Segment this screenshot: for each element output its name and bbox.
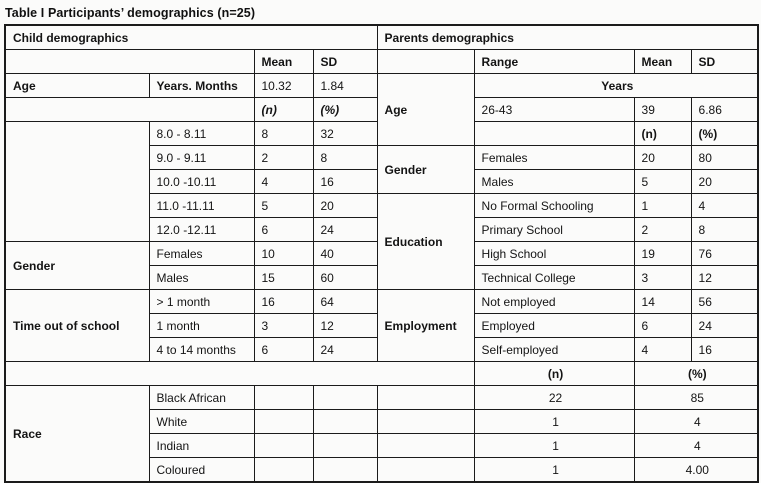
parents-employment-value: Not employed bbox=[474, 290, 634, 314]
parents-gender-value: Females bbox=[474, 146, 634, 170]
child-age-range-n: 8 bbox=[254, 122, 313, 146]
table-row bbox=[5, 50, 758, 74]
table-title: Table I Participants’ demographics (n=25) bbox=[5, 6, 256, 20]
demographics-table bbox=[4, 24, 759, 483]
cell-empty bbox=[377, 434, 474, 458]
table-row bbox=[5, 386, 758, 410]
parents-education-pct: 4 bbox=[691, 194, 758, 218]
race-n-label: (n) bbox=[474, 362, 634, 386]
table-row bbox=[5, 290, 758, 314]
race-n: 1 bbox=[474, 410, 634, 434]
parents-gender-n: 20 bbox=[634, 146, 691, 170]
col-header-parents-sd: SD bbox=[691, 50, 758, 74]
child-n-label: (n) bbox=[254, 98, 313, 122]
race-pct: 85 bbox=[634, 386, 758, 410]
child-pct-label: (%) bbox=[313, 98, 377, 122]
parents-employment-value: Self-employed bbox=[474, 338, 634, 362]
child-gender-value: Females bbox=[149, 242, 254, 266]
race-value: Black African bbox=[149, 386, 254, 410]
parents-education-pct: 76 bbox=[691, 242, 758, 266]
parents-n-label: (n) bbox=[634, 122, 691, 146]
cell-empty bbox=[377, 410, 474, 434]
child-gender-n: 10 bbox=[254, 242, 313, 266]
child-age-range-n: 5 bbox=[254, 194, 313, 218]
child-age-mean: 10.32 bbox=[254, 74, 313, 98]
child-age-range: 9.0 - 9.11 bbox=[149, 146, 254, 170]
parents-education-pct: 12 bbox=[691, 266, 758, 290]
cell-empty bbox=[377, 386, 474, 410]
parents-gender-value: Males bbox=[474, 170, 634, 194]
child-age-range-pct: 16 bbox=[313, 170, 377, 194]
child-age-range-n: 2 bbox=[254, 146, 313, 170]
section-header-parents: Parents demographics bbox=[377, 25, 758, 50]
parents-age-sd: 6.86 bbox=[691, 98, 758, 122]
child-age-label: Age bbox=[5, 74, 149, 98]
race-pct: 4.00 bbox=[634, 458, 758, 483]
child-age-range-pct: 32 bbox=[313, 122, 377, 146]
parents-age-range: 26-43 bbox=[474, 98, 634, 122]
child-age-range-pct: 24 bbox=[313, 218, 377, 242]
child-age-sd: 1.84 bbox=[313, 74, 377, 98]
race-label: Race bbox=[5, 386, 149, 483]
parents-employment-n: 4 bbox=[634, 338, 691, 362]
cell-empty bbox=[313, 410, 377, 434]
cell-empty bbox=[5, 50, 254, 74]
parents-employment-pct: 16 bbox=[691, 338, 758, 362]
cell-empty bbox=[313, 434, 377, 458]
parents-education-n: 3 bbox=[634, 266, 691, 290]
parents-education-value: High School bbox=[474, 242, 634, 266]
col-header-parents-mean: Mean bbox=[634, 50, 691, 74]
parents-education-n: 2 bbox=[634, 218, 691, 242]
cell-empty bbox=[5, 98, 254, 122]
parents-education-pct: 8 bbox=[691, 218, 758, 242]
parents-employment-value: Employed bbox=[474, 314, 634, 338]
child-gender-pct: 40 bbox=[313, 242, 377, 266]
parents-employment-pct: 24 bbox=[691, 314, 758, 338]
child-time-value: > 1 month bbox=[149, 290, 254, 314]
cell-empty bbox=[254, 410, 313, 434]
child-time-pct: 24 bbox=[313, 338, 377, 362]
parents-employment-n: 14 bbox=[634, 290, 691, 314]
child-time-n: 3 bbox=[254, 314, 313, 338]
cell-empty bbox=[254, 458, 313, 483]
parents-employment-label: Employment bbox=[377, 290, 474, 362]
col-header-child-mean: Mean bbox=[254, 50, 313, 74]
table-row bbox=[5, 74, 758, 98]
parents-education-n: 19 bbox=[634, 242, 691, 266]
race-value: White bbox=[149, 410, 254, 434]
cell-empty bbox=[5, 122, 149, 242]
child-age-range-pct: 20 bbox=[313, 194, 377, 218]
child-time-n: 16 bbox=[254, 290, 313, 314]
child-age-range: 8.0 - 8.11 bbox=[149, 122, 254, 146]
child-gender-pct: 60 bbox=[313, 266, 377, 290]
parents-education-value: Primary School bbox=[474, 218, 634, 242]
section-header-child: Child demographics bbox=[5, 25, 377, 50]
race-pct-label: (%) bbox=[634, 362, 758, 386]
parents-education-value: No Formal Schooling bbox=[474, 194, 634, 218]
child-time-n: 6 bbox=[254, 338, 313, 362]
race-n: 22 bbox=[474, 386, 634, 410]
table-row bbox=[5, 25, 758, 50]
parents-education-label: Education bbox=[377, 194, 474, 290]
page bbox=[0, 6, 761, 477]
parents-gender-n: 5 bbox=[634, 170, 691, 194]
child-time-pct: 12 bbox=[313, 314, 377, 338]
parents-gender-label: Gender bbox=[377, 146, 474, 194]
child-time-label: Time out of school bbox=[5, 290, 149, 362]
child-gender-n: 15 bbox=[254, 266, 313, 290]
col-header-child-sd: SD bbox=[313, 50, 377, 74]
child-age-range-n: 4 bbox=[254, 170, 313, 194]
race-value: Coloured bbox=[149, 458, 254, 483]
cell-empty bbox=[377, 50, 474, 74]
child-age-range: 12.0 -12.11 bbox=[149, 218, 254, 242]
race-n: 1 bbox=[474, 434, 634, 458]
child-time-value: 1 month bbox=[149, 314, 254, 338]
col-header-parents-range: Range bbox=[474, 50, 634, 74]
cell-empty bbox=[5, 362, 474, 386]
parents-pct-label: (%) bbox=[691, 122, 758, 146]
race-value: Indian bbox=[149, 434, 254, 458]
parents-education-n: 1 bbox=[634, 194, 691, 218]
parents-employment-pct: 56 bbox=[691, 290, 758, 314]
parents-gender-pct: 20 bbox=[691, 170, 758, 194]
cell-empty bbox=[313, 458, 377, 483]
child-age-range-n: 6 bbox=[254, 218, 313, 242]
child-gender-value: Males bbox=[149, 266, 254, 290]
race-pct: 4 bbox=[634, 410, 758, 434]
child-age-range: 11.0 -11.11 bbox=[149, 194, 254, 218]
race-n: 1 bbox=[474, 458, 634, 483]
parents-employment-n: 6 bbox=[634, 314, 691, 338]
cell-empty bbox=[377, 458, 474, 483]
cell-empty bbox=[474, 122, 634, 146]
cell-empty bbox=[313, 386, 377, 410]
parents-age-unit: Years bbox=[474, 74, 758, 98]
child-time-value: 4 to 14 months bbox=[149, 338, 254, 362]
parents-age-mean: 39 bbox=[634, 98, 691, 122]
child-gender-label: Gender bbox=[5, 242, 149, 290]
parents-education-value: Technical College bbox=[474, 266, 634, 290]
cell-empty bbox=[254, 434, 313, 458]
child-age-range: 10.0 -10.11 bbox=[149, 170, 254, 194]
child-time-pct: 64 bbox=[313, 290, 377, 314]
parents-gender-pct: 80 bbox=[691, 146, 758, 170]
race-pct: 4 bbox=[634, 434, 758, 458]
cell-empty bbox=[254, 386, 313, 410]
table-row bbox=[5, 362, 758, 386]
child-age-unit: Years. Months bbox=[149, 74, 254, 98]
child-age-range-pct: 8 bbox=[313, 146, 377, 170]
parents-age-label: Age bbox=[377, 74, 474, 146]
